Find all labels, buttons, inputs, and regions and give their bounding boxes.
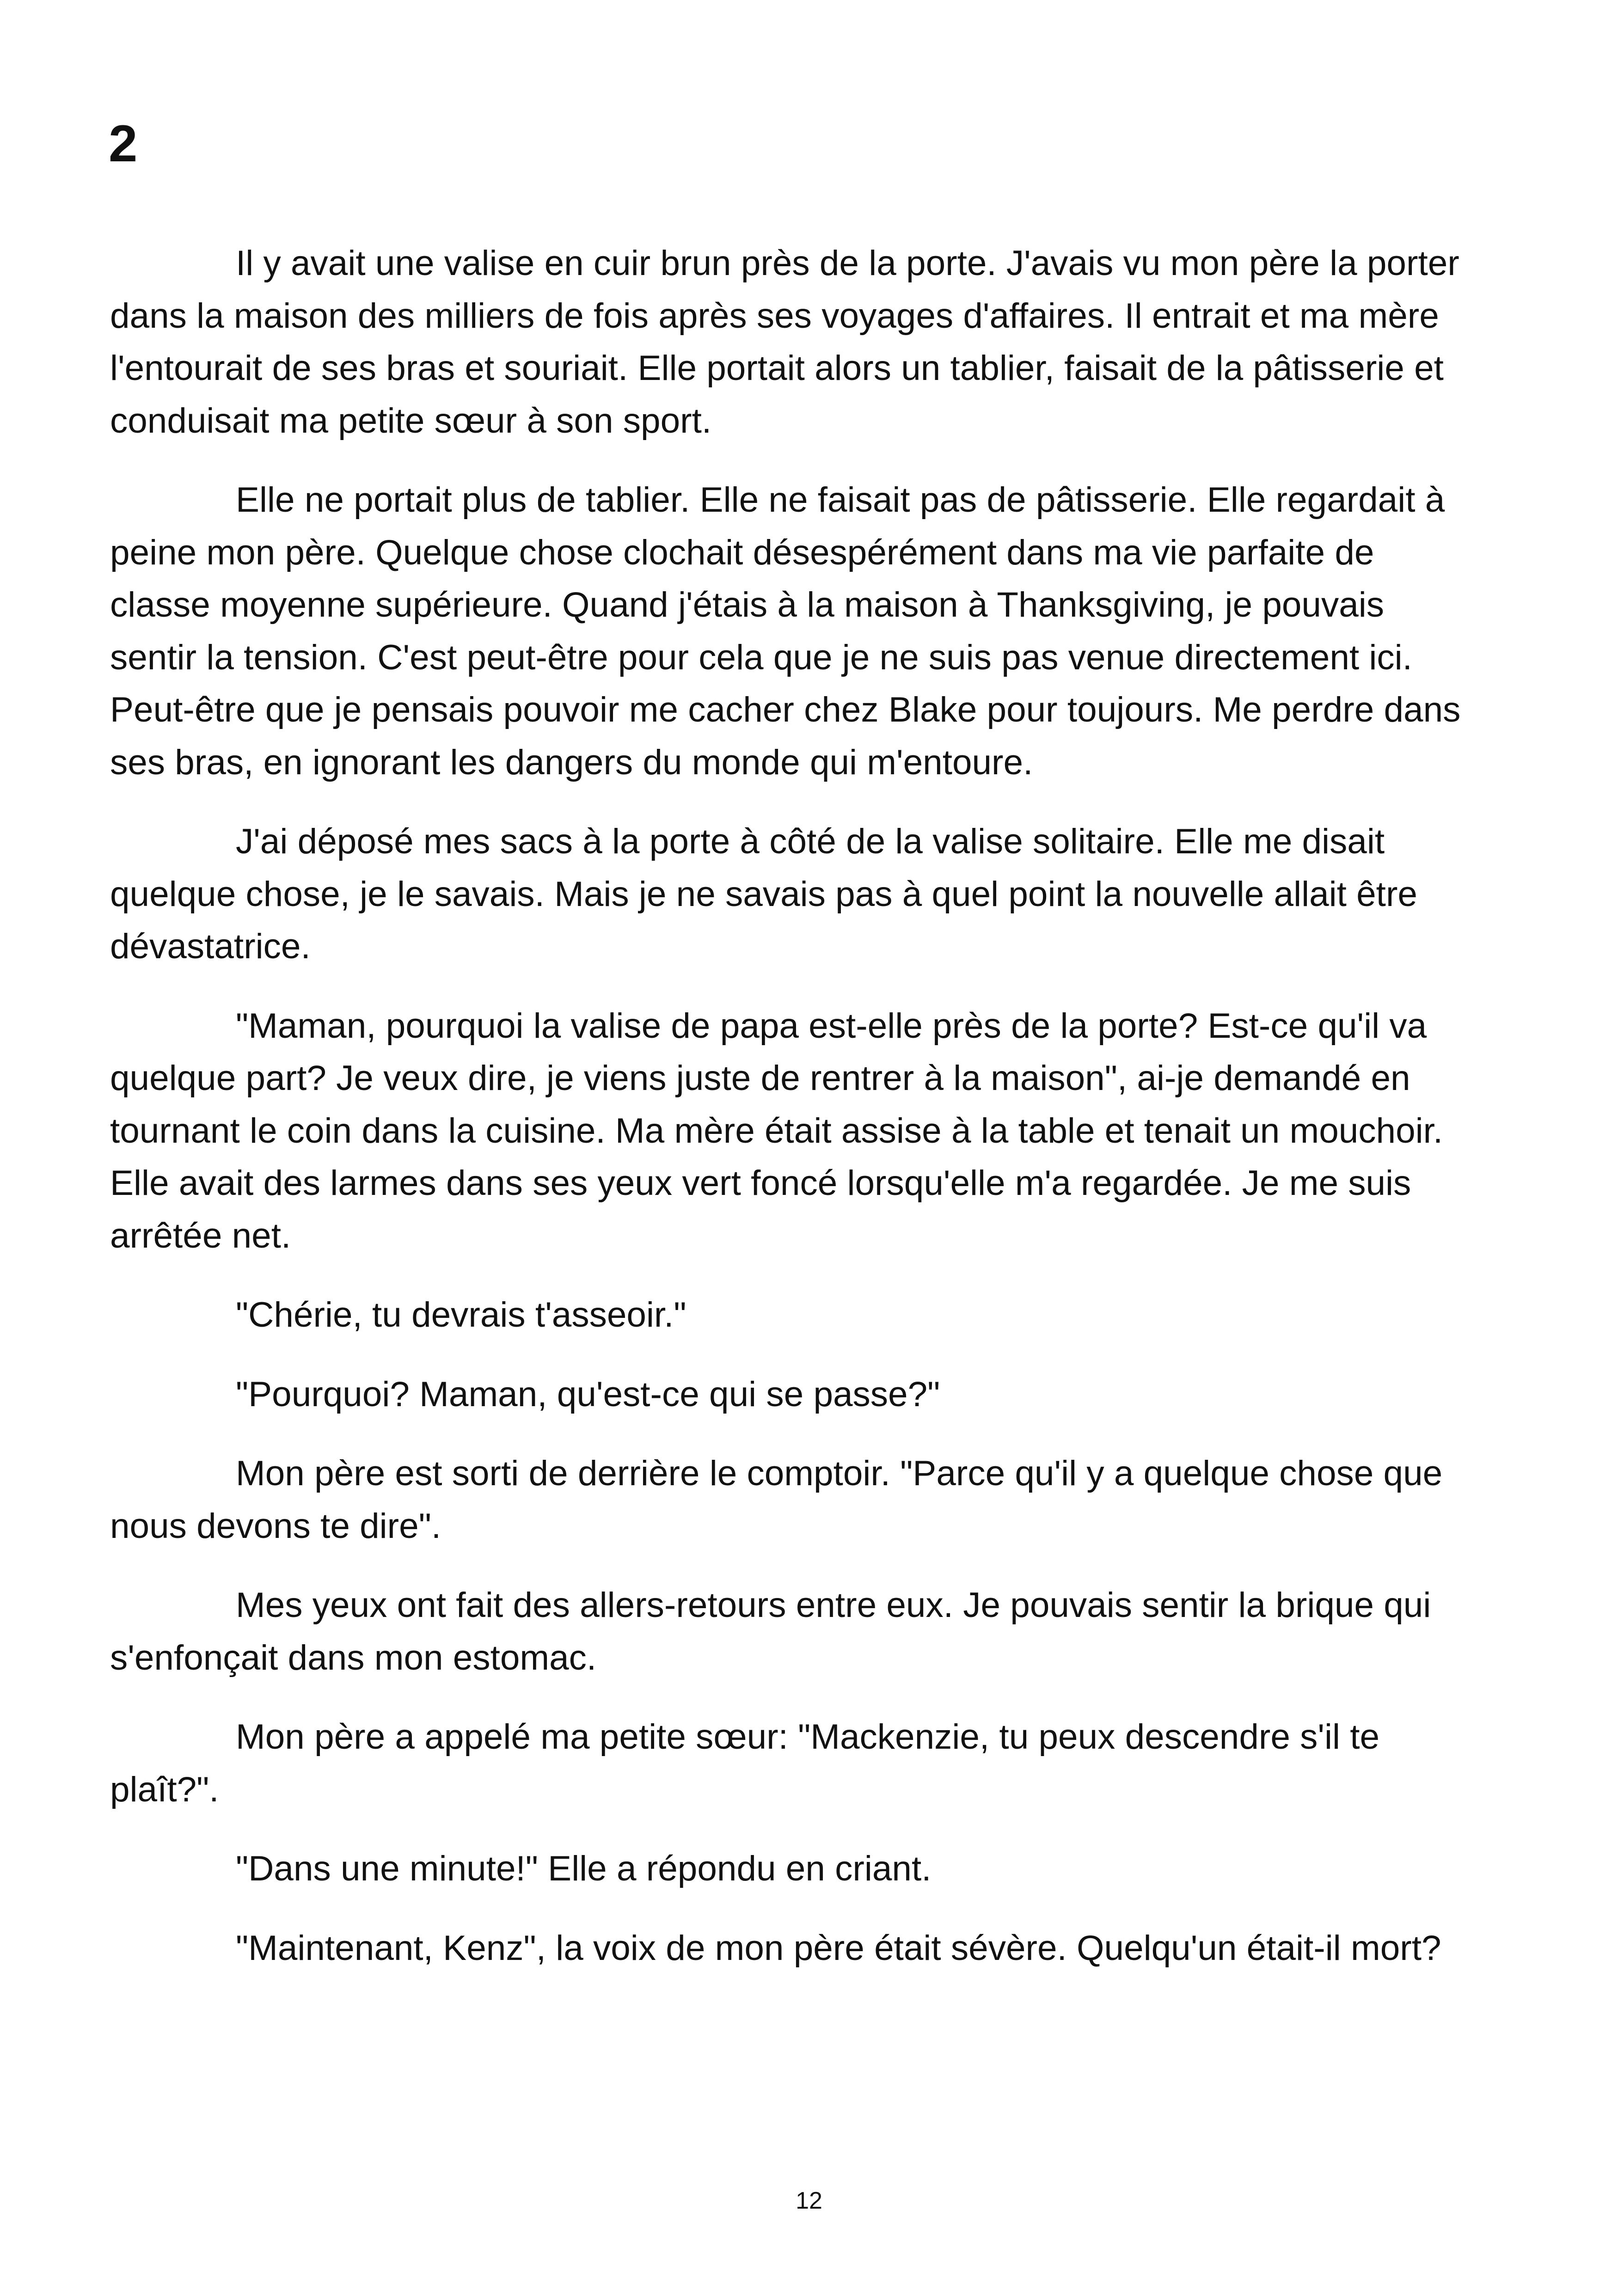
- paragraph: Mes yeux ont fait des allers-retours entre eux. Je pouvais sentir la brique qui s'enfonçait dans mon estomac.: [110, 1586, 1431, 1678]
- paragraph: "Maintenant, Kenz", la voix de mon père était sévère. Quelqu'un était-il mort?: [236, 1928, 1441, 1968]
- paragraph: J'ai déposé mes sacs à la porte à côté de la valise solitaire. Elle me disait quelque chose, je le savais. Mais je ne savais pas à quel point la nouvelle allait être dévastatrice.: [110, 822, 1417, 966]
- paragraph: Mon père a appelé ma petite sœur: "Mackenzie, tu peux descendre s'il te plaît?".: [110, 1717, 1380, 1809]
- paragraph: Elle ne portait plus de tablier. Elle ne faisait pas de pâtisserie. Elle regardait à peine mon père. Quelque chose clochait désespérément dans ma vie parfaite de classe moyenne supérieure. Quand j'étais à la maison à Thanksgiving, je pouvais sentir la tension. C'est peut-être pour cela que je ne suis pas venue directement ici. Peut-être que je pensais pouvoir me cacher chez Blake pour toujours. Me perdre dans ses bras, en ignorant les dangers du monde qui m'entoure.: [110, 480, 1461, 782]
- paragraph: Mon père est sorti de derrière le comptoir. "Parce qu'il y a quelque chose que nous devons te dire".: [110, 1454, 1443, 1546]
- paragraph: "Dans une minute!" Elle a répondu en criant.: [236, 1849, 932, 1888]
- chapter-body: [110, 237, 1469, 2001]
- paragraph: "Pourquoi? Maman, qu'est-ce qui se passe?": [236, 1374, 940, 1414]
- page-number: 12: [796, 2187, 822, 2214]
- paragraph: "Maman, pourquoi la valise de papa est-elle près de la porte? Est-ce qu'il va quelque part? Je veux dire, je viens juste de rentrer à la maison", ai-je demandé en tournant le coin dans la cuisine. Ma mère était assise à la table et tenait un mouchoir. Elle avait des larmes dans ses yeux vert foncé lorsqu'elle m'a regardée. Je me suis arrêtée net.: [110, 1006, 1443, 1255]
- paragraph: "Chérie, tu devrais t'asseoir.": [236, 1295, 686, 1335]
- chapter-number: 2: [109, 115, 138, 172]
- paragraph: Il y avait une valise en cuir brun près de la porte. J'avais vu mon père la porter dans la maison des milliers de fois après ses voyages d'affaires. Il entrait et ma mère l'entourait de ses bras et souriait. Elle portait alors un tablier, faisait de la pâtisserie et conduisait ma petite sœur à son sport.: [110, 244, 1459, 441]
